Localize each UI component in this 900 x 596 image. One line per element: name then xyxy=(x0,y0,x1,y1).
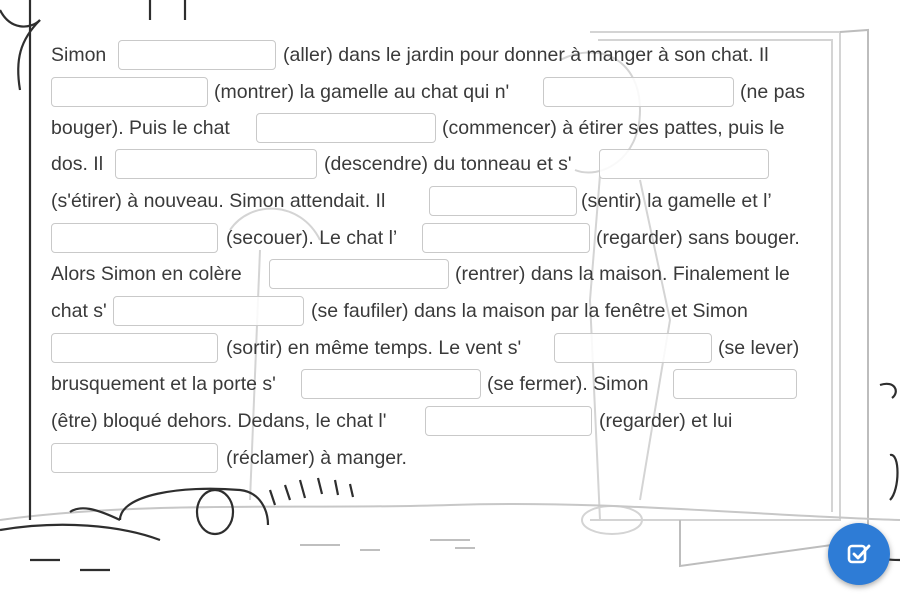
exercise-text: (regarder) sans bouger. xyxy=(596,227,800,249)
exercise-text: (montrer) la gamelle au chat qui n' xyxy=(214,81,510,103)
exercise-text: (se fermer). Simon xyxy=(487,373,649,395)
answer-input[interactable] xyxy=(673,369,797,399)
check-icon xyxy=(846,541,872,567)
exercise-text: bouger). Puis le chat xyxy=(51,117,230,139)
answer-input[interactable] xyxy=(113,296,304,326)
exercise-text: (rentrer) dans la maison. Finalement le xyxy=(455,263,790,285)
answer-input[interactable] xyxy=(599,149,769,179)
exercise-text: (regarder) et lui xyxy=(599,410,733,432)
answer-input[interactable] xyxy=(51,333,218,363)
exercise-text: chat s' xyxy=(51,300,107,322)
exercise-text: (secouer). Le chat l’ xyxy=(226,227,398,249)
exercise-text: Alors Simon en colère xyxy=(51,263,242,285)
answer-input[interactable] xyxy=(269,259,449,289)
exercise-text: (se faufiler) dans la maison par la fenêtre et Simon xyxy=(311,300,748,322)
check-answers-button[interactable] xyxy=(828,523,890,585)
answer-input[interactable] xyxy=(422,223,590,253)
exercise-text: (commencer) à étirer ses pattes, puis le xyxy=(442,117,785,139)
answer-input[interactable] xyxy=(51,443,218,473)
exercise-text: (descendre) du tonneau et s' xyxy=(324,153,572,175)
answer-input[interactable] xyxy=(425,406,592,436)
exercise-text: brusquement et la porte s' xyxy=(51,373,276,395)
answer-input[interactable] xyxy=(429,186,577,216)
exercise-text: (aller) dans le jardin pour donner à manger à son chat. Il xyxy=(283,44,769,66)
exercise-text: (réclamer) à manger. xyxy=(226,447,407,469)
exercise-text: (ne pas xyxy=(740,81,806,103)
answer-input[interactable] xyxy=(118,40,276,70)
exercise-text: Simon xyxy=(51,44,107,66)
exercise-text: (se lever) xyxy=(718,337,800,359)
answer-input[interactable] xyxy=(554,333,712,363)
answer-input[interactable] xyxy=(115,149,317,179)
answer-input[interactable] xyxy=(51,77,208,107)
exercise-text: (sentir) la gamelle et l’ xyxy=(581,190,772,212)
exercise-text: dos. Il xyxy=(51,153,104,175)
exercise-text: (s'étirer) à nouveau. Simon attendait. Il xyxy=(51,190,386,212)
answer-input[interactable] xyxy=(256,113,436,143)
answer-input[interactable] xyxy=(51,223,218,253)
answer-input[interactable] xyxy=(301,369,481,399)
exercise-text: (sortir) en même temps. Le vent s' xyxy=(226,337,522,359)
exercise-text: (être) bloqué dehors. Dedans, le chat l' xyxy=(51,410,387,432)
answer-input[interactable] xyxy=(543,77,734,107)
